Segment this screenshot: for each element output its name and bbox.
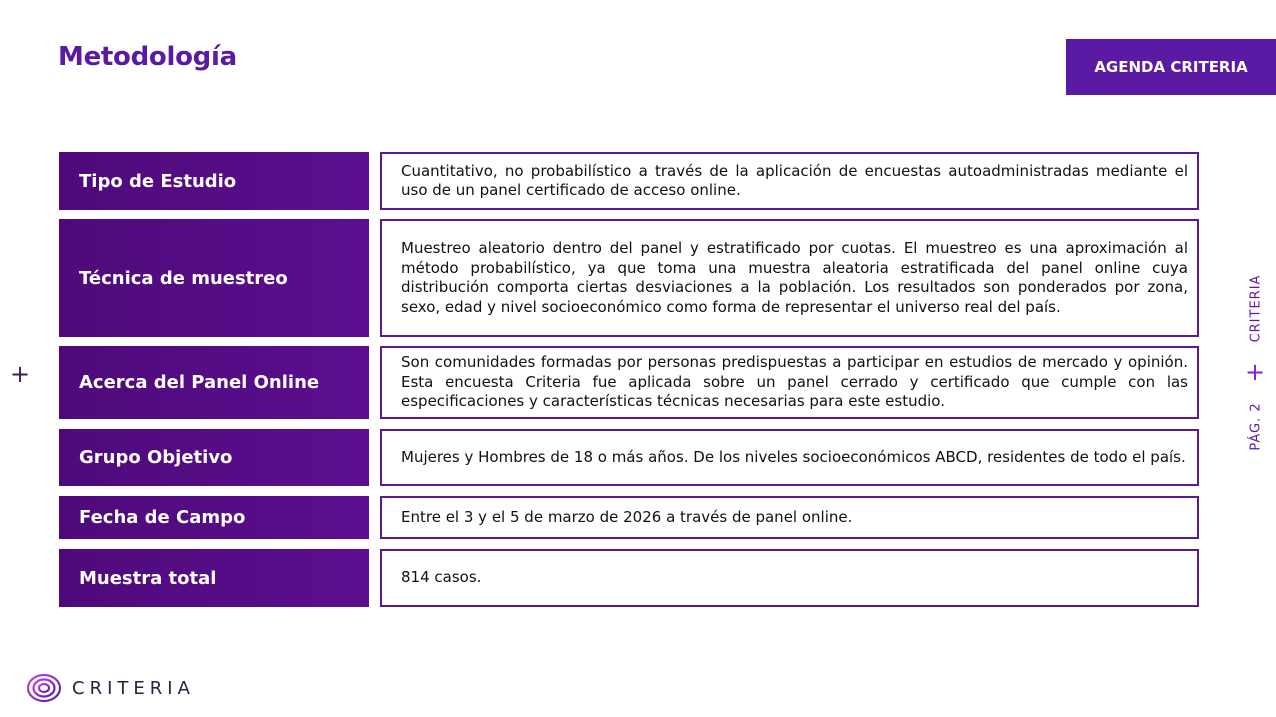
table-row: [59, 429, 1199, 486]
row-value: [380, 496, 1199, 539]
plus-icon: +: [1245, 358, 1266, 386]
row-label: Técnica de muestreo: [59, 219, 369, 337]
row-value: [380, 219, 1199, 337]
row-label: Grupo Objetivo: [59, 429, 369, 486]
row-value-text: Cuantitativo, no probabilístico a través de la aplicación de encuestas autoadministradas mediante el uso de un panel certificado de acceso online.: [401, 161, 1188, 199]
criteria-spiral-icon: [26, 672, 62, 704]
row-value: [380, 152, 1199, 210]
row-label: Muestra total: [59, 549, 369, 607]
table-row: [59, 346, 1199, 419]
table-row: [59, 219, 1199, 337]
row-value-text: Son comunidades formadas por personas predispuestas a participar en estudios de mercado y opinión. Esta encuesta Criteria fue aplicada sobre un panel cerrado y certificado que cumple con las especificaciones y características técnicas necesarias para este estudio.: [401, 353, 1188, 411]
table-row: [59, 152, 1199, 210]
row-value-text: Muestreo aleatorio dentro del panel y estratificado por cuotas. El muestreo es una aproximación al método probabilístico, ya que toma una muestra aleatoria estratificada del panel online cuya distribución comporta ciertas desviaciones a la población. Los resultados son ponderados por zona, sexo, edad y nivel socioeconómico como forma de representar el universo real del país.: [401, 239, 1188, 316]
row-label: Acerca del Panel Online: [59, 346, 369, 419]
row-value-text: 814 casos.: [401, 568, 482, 587]
page-title: Metodología: [58, 42, 237, 72]
table-row: [59, 549, 1199, 607]
row-value: [380, 429, 1199, 486]
row-value-text: Entre el 3 y el 5 de marzo de 2026 a través de panel online.: [401, 507, 853, 526]
logo-text: CRITERIA: [72, 677, 195, 699]
table-row: [59, 496, 1199, 539]
agenda-criteria-button[interactable]: AGENDA CRITERIA: [1066, 39, 1276, 95]
criteria-logo: [26, 672, 195, 704]
row-value: [380, 346, 1199, 419]
page-number: PÁG. 2: [1248, 402, 1264, 451]
row-value: [380, 549, 1199, 607]
sidebar-brand: CRITERIA: [1248, 274, 1264, 343]
row-label: Fecha de Campo: [59, 496, 369, 539]
row-label: Tipo de Estudio: [59, 152, 369, 210]
row-value-text: Mujeres y Hombres de 18 o más años. De los niveles socioeconómicos ABCD, residentes de todo el país.: [401, 447, 1186, 466]
plus-icon: +: [10, 360, 31, 388]
